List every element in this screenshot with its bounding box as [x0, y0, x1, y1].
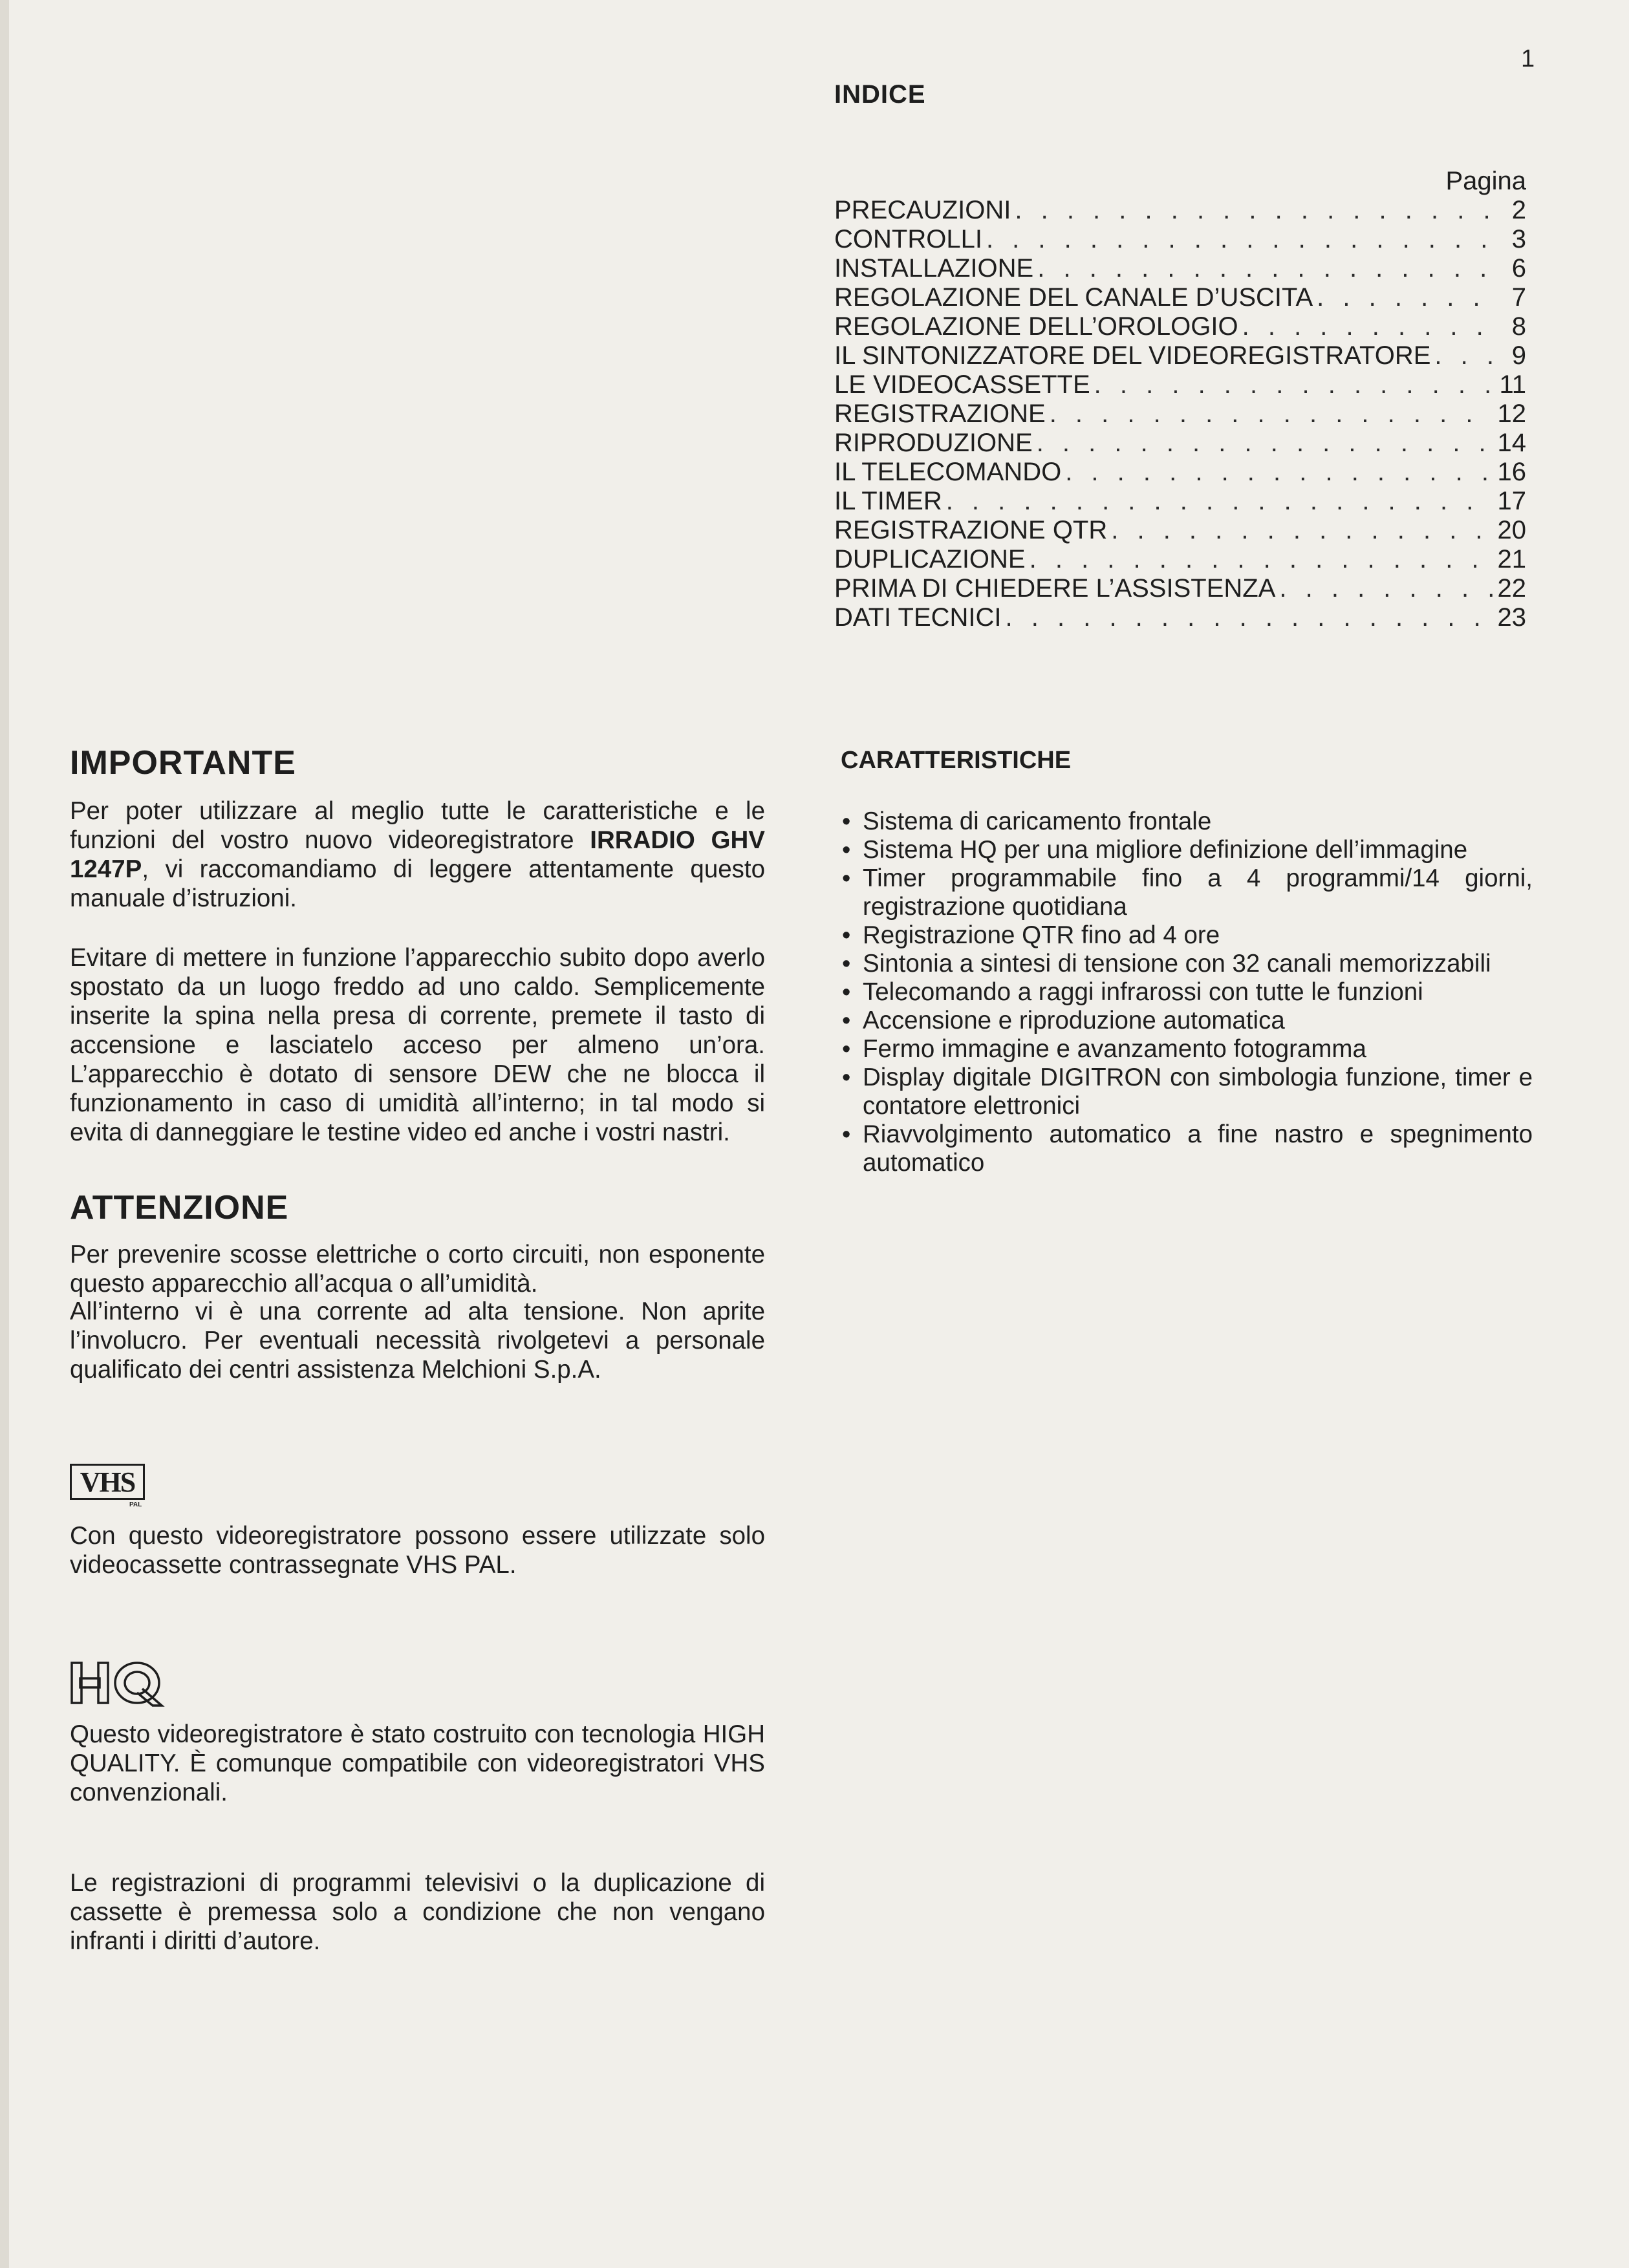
toc-entry-page: 6	[1511, 254, 1526, 283]
toc-entry-label: REGOLAZIONE DEL CANALE D’USCITA	[834, 283, 1313, 312]
toc-entry	[834, 370, 1526, 400]
vhs-logo	[70, 1464, 149, 1509]
toc-entry-page: 17	[1497, 487, 1526, 515]
feature-item: • Accensione e riproduzione automatica	[841, 1007, 1533, 1035]
toc-entry-page: 7	[1511, 283, 1526, 312]
toc-entry-page: 9	[1511, 341, 1526, 370]
toc-entry-label: RIPRODUZIONE	[834, 429, 1033, 457]
toc-entry	[834, 341, 1526, 370]
scan-edge	[0, 0, 9, 2268]
toc-entry	[834, 400, 1526, 429]
feature-item: • Telecomando a raggi infrarossi con tutte le funzioni	[841, 978, 1533, 1007]
toc-leader-dots	[1279, 574, 1493, 603]
feature-item: • Display digitale DIGITRON con simbologia funzione, timer e contatore elettronici	[841, 1064, 1533, 1120]
feature-item: • Sistema HQ per una migliore definizione dell’immagine	[841, 836, 1533, 864]
toc-leader-dots	[1242, 312, 1496, 341]
toc-entry-page: 23	[1497, 603, 1526, 632]
toc-entry-label: IL TELECOMANDO	[834, 458, 1062, 486]
toc-entry	[834, 312, 1526, 341]
toc-entry	[834, 603, 1526, 632]
index-page-column-header: Pagina	[1445, 167, 1526, 195]
toc-entry-label: PRECAUZIONI	[834, 196, 1011, 224]
toc-leader-dots	[1030, 545, 1494, 574]
toc-entry-page: 8	[1511, 312, 1526, 341]
feature-item: • Riavvolgimento automatico a fine nastro e spegnimento automatico	[841, 1120, 1533, 1177]
attenzione-paragraph-1: Per prevenire scosse elettriche o corto circuiti, non esponente questo apparecchio all’acqua o all’umidità.	[70, 1241, 765, 1298]
toc-entry-label: REGOLAZIONE DELL’OROLOGIO	[834, 312, 1238, 341]
toc-entry-label: IL TIMER	[834, 487, 942, 515]
toc-entry	[834, 225, 1526, 254]
importante-text-after-model: , vi raccomandiamo di leggere attentamente questo manuale d’istruzioni.	[70, 855, 765, 912]
toc-entry	[834, 254, 1526, 283]
vhs-logo-text: VHS	[70, 1464, 145, 1500]
toc-leader-dots	[1037, 254, 1496, 283]
importante-heading: IMPORTANTE	[70, 744, 296, 782]
toc-entry-page: 12	[1497, 400, 1526, 428]
toc-leader-dots	[1434, 341, 1496, 370]
caratteristiche-heading: CARATTERISTICHE	[841, 747, 1072, 774]
toc-entry-label: INSTALLAZIONE	[834, 254, 1034, 283]
toc-entry-label: DUPLICAZIONE	[834, 545, 1026, 573]
feature-item: • Timer programmabile fino a 4 programmi/14 giorni, registrazione quotidiana	[841, 864, 1533, 921]
feature-item: • Registrazione QTR fino ad 4 ore	[841, 921, 1533, 950]
page-number: 1	[1521, 45, 1535, 72]
toc-leader-dots	[986, 225, 1496, 254]
toc-entry-label: CONTROLLI	[834, 225, 982, 253]
toc-entry-label: REGISTRAZIONE	[834, 400, 1046, 428]
index-title: INDICE	[834, 80, 926, 109]
toc-entry	[834, 545, 1526, 574]
attenzione-heading: ATTENZIONE	[70, 1189, 289, 1226]
toc-entry	[834, 574, 1526, 603]
toc-leader-dots	[1317, 283, 1496, 312]
vhs-logo-pal: PAL	[129, 1501, 142, 1508]
toc-entry-label: REGISTRAZIONE QTR	[834, 516, 1108, 544]
feature-item: • Fermo immagine e avanzamento fotogramma	[841, 1035, 1533, 1064]
feature-item: • Sintonia a sintesi di tensione con 32 canali memorizzabili	[841, 950, 1533, 978]
toc-entry	[834, 196, 1526, 225]
toc-leader-dots	[946, 487, 1494, 516]
model-name: IRRADIO GHV 1247P	[70, 826, 765, 883]
toc-entry-page: 21	[1497, 545, 1526, 573]
toc-leader-dots	[1037, 429, 1494, 458]
hq-logo	[70, 1659, 166, 1707]
toc-entry-page: 11	[1499, 370, 1526, 399]
toc-entry	[834, 283, 1526, 312]
toc-entry-label: LE VIDEOCASSETTE	[834, 370, 1090, 399]
index-section	[834, 80, 1526, 632]
features-list	[841, 808, 1533, 1177]
toc-leader-dots	[1015, 196, 1496, 225]
toc-leader-dots	[1094, 370, 1496, 400]
toc-leader-dots	[1050, 400, 1494, 429]
hq-logo-icon	[70, 1659, 166, 1707]
toc-leader-dots	[1065, 458, 1493, 487]
importante-paragraph-2: Evitare di mettere in funzione l’apparecchio subito dopo averlo spostato da un luogo freddo ad uno caldo. Semplicemente inserite la spina nella presa di corrente, premete il tasto di accensione e lasciatelo acceso per almeno un’ora. L’apparecchio è dotato di sensore DEW che ne blocca il funzionamento in caso di umidità all’interno; in tal modo si evita di danneggiare le testine video ed anche i vostri nastri.	[70, 944, 765, 1146]
toc-entry-label: DATI TECNICI	[834, 603, 1002, 632]
toc-leader-dots	[1111, 516, 1493, 545]
toc-entry-page: 2	[1511, 196, 1526, 224]
toc-entry	[834, 429, 1526, 458]
toc-entry	[834, 458, 1526, 487]
toc-leader-dots	[1006, 603, 1494, 632]
attenzione-paragraph-2: All’interno vi è una corrente ad alta tensione. Non aprite l’involucro. Per eventuali necessità rivolgetevi a personale qualificato dei centri assistenza Melchioni S.p.A.	[70, 1298, 765, 1384]
toc-entry	[834, 487, 1526, 516]
vhs-paragraph: Con questo videoregistratore possono essere utilizzate solo videocassette contrassegnate VHS PAL.	[70, 1522, 765, 1579]
toc-entry	[834, 516, 1526, 545]
importante-text-before-model: Per poter utilizzare al meglio tutte le caratteristiche e le funzioni del vostro nuovo videoregistratore	[70, 797, 765, 854]
toc-entry-page: 14	[1497, 429, 1526, 457]
feature-item: • Sistema di caricamento frontale	[841, 808, 1533, 836]
table-of-contents	[834, 196, 1526, 632]
toc-entry-page: 3	[1511, 225, 1526, 253]
toc-entry-page: 16	[1497, 458, 1526, 486]
hq-paragraph: Questo videoregistratore è stato costruito con tecnologia HIGH QUALITY. È comunque compatibile con videoregistratori VHS convenzionali.	[70, 1720, 765, 1806]
toc-entry-page: 22	[1497, 574, 1526, 603]
toc-entry-label: PRIMA DI CHIEDERE L’ASSISTENZA	[834, 574, 1276, 603]
toc-entry-page: 20	[1497, 516, 1526, 544]
importante-paragraph-1	[70, 797, 765, 913]
toc-entry-label: IL SINTONIZZATORE DEL VIDEOREGISTRATORE	[834, 341, 1431, 370]
copyright-paragraph: Le registrazioni di programmi televisivi o la duplicazione di cassette è premessa solo a condizione che non vengano infranti i diritti d’autore.	[70, 1869, 765, 1955]
